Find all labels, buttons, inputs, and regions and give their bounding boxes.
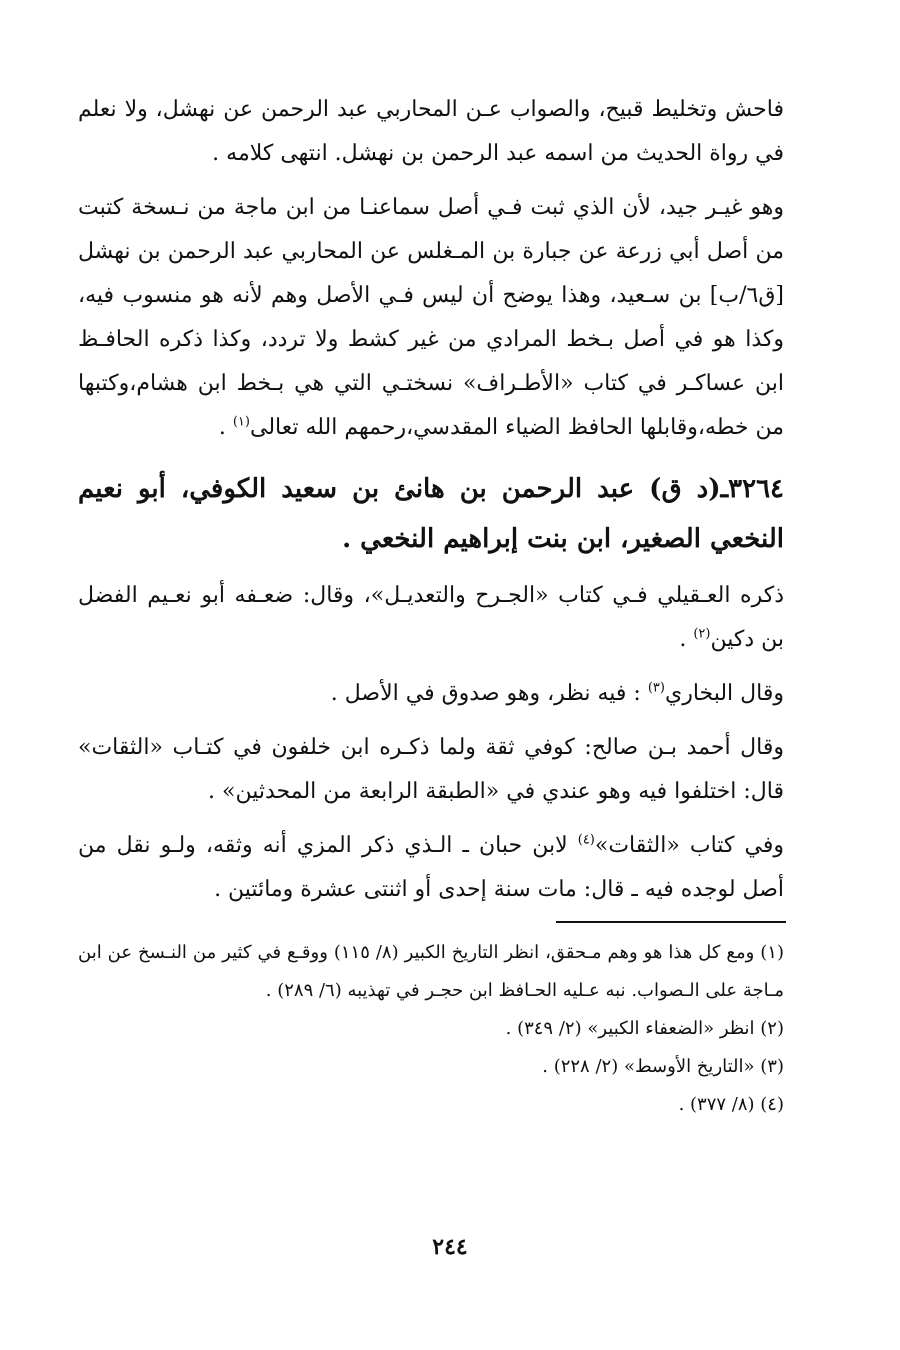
paragraph-2-text: وهو غيـر جيد، لأن الذي ثبت فـي أصل سماعنـا من ابن ماجة من نـسخة كتبت من أصل أبي زرعة عن جبارة بن المـغلس عن المحاربي عبد الرحمن بن نهشل [ق٦/ب] بن سـعيد، وهذا يوضح أن ليس فـي الأصل وهم لأنه هو منسوب فيه، وكذا هو في أصل بـخط المرادي من غير كشط ولا تردد، وكذا ذكره الحافـظ ابن عساكـر في كتاب «الأطـراف» نسختـي التي هي بـخط ابن هشام،وكتبها من خطه،وقابلها الحافظ الضياء المقدسي،رحمهم الله تعالى	[78, 195, 785, 440]
footnote-ref-3[interactable]: (٣)	[647, 680, 665, 696]
paragraph-4-text-a: وقال البخاري	[664, 681, 784, 706]
footnote-2: (٢) انظر «الضعفاء الكبير» (٢/ ٣٤٩) .	[505, 1018, 784, 1039]
footnotes	[78, 934, 784, 1124]
footnote-separator	[556, 921, 786, 923]
paragraph-4	[78, 672, 784, 716]
paragraph-4-text-b: : فيه نظر، وهو صدوق في الأصل .	[330, 681, 648, 706]
footnote-ref-1[interactable]: (١)	[232, 414, 250, 430]
paragraph-1	[78, 88, 784, 176]
entry-heading	[78, 464, 784, 564]
footnote-ref-4[interactable]: (٤)	[577, 832, 595, 848]
paragraph-2-end: .	[218, 415, 233, 440]
page-number: ٢٤٤	[432, 1234, 468, 1260]
paragraph-6-text-a: وفي كتاب «الثقات»	[594, 833, 784, 858]
paragraph-5-text: وقال أحمد بـن صالح: كوفي ثقة ولما ذكـره ابن خلفون في كتـاب «الثقات» قال: اختلفوا فيه وهو عندي في «الطبقة الرابعة من المحدثين» .	[78, 735, 784, 804]
footnote-ref-2[interactable]: (٢)	[693, 626, 711, 642]
paragraph-2	[78, 186, 784, 450]
entry-heading-text: ٣٢٦٤ـ(د ق) عبد الرحمن بن هانئ بن سعيد الكوفي، أبو نعيم النخعي الصغير، ابن بنت إبراهيم النخعي .	[78, 474, 784, 554]
main-text	[78, 88, 784, 912]
paragraph-3-end: .	[679, 627, 694, 652]
paragraph-6	[78, 824, 784, 912]
paragraph-3	[78, 574, 784, 662]
paragraph-1-text: فاحش وتخليط قبيح، والصواب عـن المحاربي عبد الرحمن عن نهشل، ولا نعلم في رواة الحديث من اسمه عبد الرحمن بن نهشل. انتهى كلامه .	[78, 97, 784, 166]
paragraph-3-text: ذكره العـقيلي فـي كتاب «الجـرح والتعديـل»، وقال: ضعـفه أبو نعـيم الفضل بن دكين	[78, 583, 784, 652]
paragraph-6-text-b: لابن حبان ـ الـذي ذكر المزي أنه وثقه، ولـو نقل من أصل لوجده فيه ـ قال: مات سنة إحدى أو اثنتى عشرة ومائتين .	[78, 833, 784, 902]
footnote-4: (٤) (٨/ ٣٧٧) .	[678, 1094, 784, 1115]
footnote-3: (٣) «التاريخ الأوسط» (٢/ ٢٢٨) .	[542, 1056, 784, 1077]
paragraph-5	[78, 726, 784, 814]
footnote-1: (١) ومع كل هذا هو وهم مـحقق، انظر التاريخ الكبير (٨/ ١١٥) ووقـع في كثير من النـسخ عن ابن مـاجة على الـصواب. نبه عـليه الحـافظ ابن حجـر في تهذيبه (٦/ ٢٨٩) .	[78, 942, 784, 1001]
